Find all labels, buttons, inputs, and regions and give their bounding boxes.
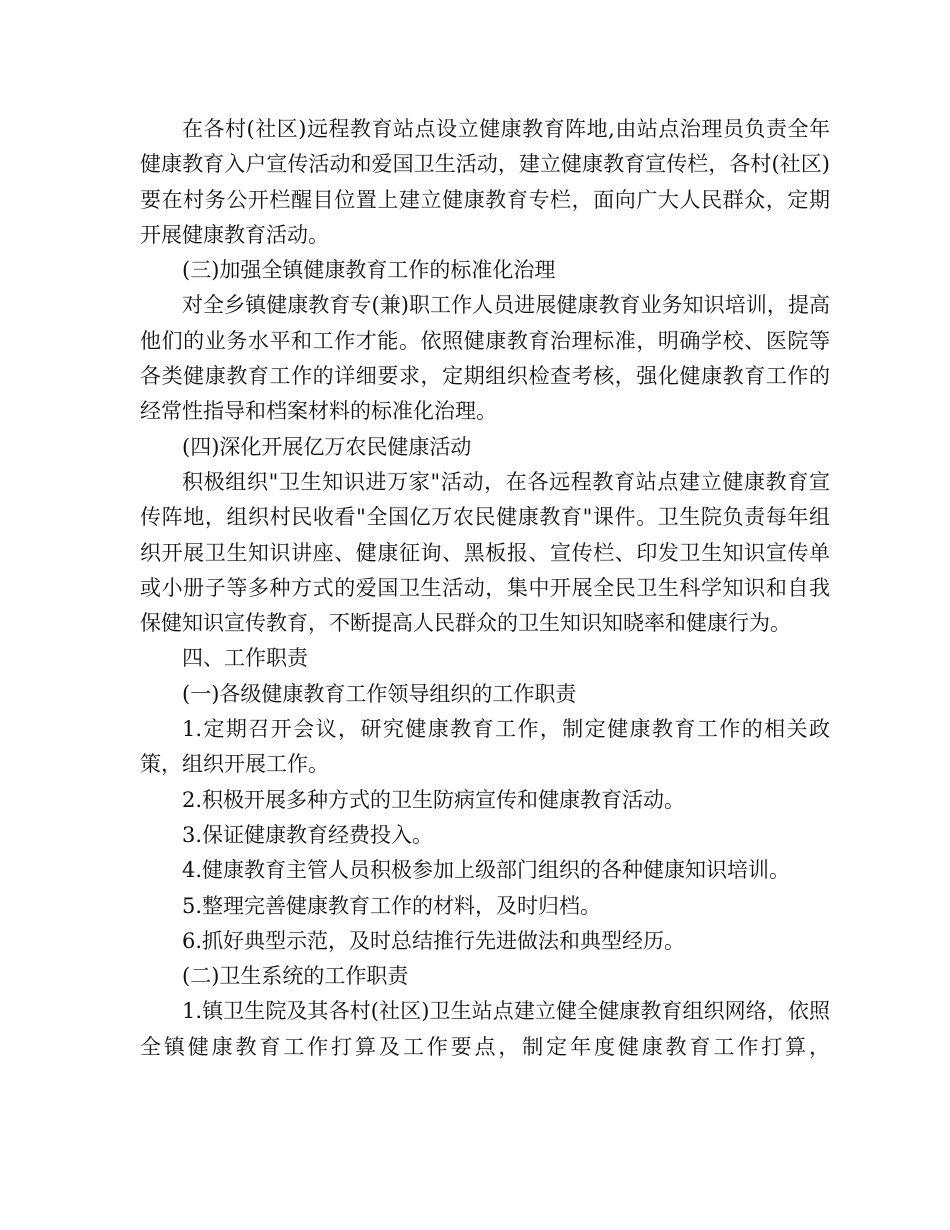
list-item-health-system-1: 1.镇卫生院及其各村(社区)卫生站点建立健全健康教育组织网络，依照全镇健康教育工作打算及工作要点，制定年度健康教育工作打算， (140, 999, 830, 1059)
list-item-4: 4.健康教育主管人员积极参加上级部门组织的各种健康知识培训。 (182, 858, 791, 883)
list-item-6: 6.抓好典型示范，及时总结推行先进做法和典型经历。 (182, 928, 686, 953)
subheading-health-system-duties: (二)卫生系统的工作职责 (182, 964, 409, 989)
heading-farmer-health: (四)深化开展亿万农民健康活动 (182, 434, 472, 459)
heading-standardization: (三)加强全镇健康教育工作的标准化治理 (182, 258, 556, 283)
list-item-1: 1.定期召开会议，研究健康教育工作，制定健康教育工作的相关政策，组织开展工作。 (140, 717, 830, 777)
list-item-5: 5.整理完善健康教育工作的材料，及时归档。 (182, 893, 602, 918)
document-body (140, 112, 830, 1065)
paragraph-training: 对全乡镇健康教育专(兼)职工作人员进展健康教育业务知识培训，提高他们的业务水平和工作才能。依照健康教育治理标准，明确学校、医院等各类健康教育工作的详细要求，定期组织检查考核，强化健康教育工作的经常性指导和档案材料的标准化治理。 (140, 293, 830, 424)
subheading-leadership-duties: (一)各级健康教育工作领导组织的工作职责 (182, 681, 577, 706)
section-heading-duties: 四、工作职责 (182, 646, 308, 671)
paragraph-station-positions: 在各村(社区)远程教育站点设立健康教育阵地,由站点治理员负责全年健康教育入户宣传活动和爱国卫生活动，建立健康教育宣传栏，各村(社区)要在村务公开栏醒目位置上建立健康教育专栏，面向广大人民群众，定期开展健康教育活动。 (140, 117, 830, 247)
list-item-2: 2.积极开展多种方式的卫生防病宣传和健康教育活动。 (182, 787, 686, 812)
paragraph-health-activities: 积极组织"卫生知识进万家"活动，在各远程教育站点建立健康教育宣传阵地，组织村民收看"全国亿万农民健康教育"课件。卫生院负责每年组织开展卫生知识讲座、健康征询、黑板报、宣传栏、印发卫生知识宣传单或小册子等多种方式的爱国卫生活动，集中开展全民卫生科学知识和自我保健知识宣传教育，不断提高人民群众的卫生知识知晓率和健康行为。 (140, 469, 830, 636)
list-item-3: 3.保证健康教育经费投入。 (182, 822, 434, 847)
